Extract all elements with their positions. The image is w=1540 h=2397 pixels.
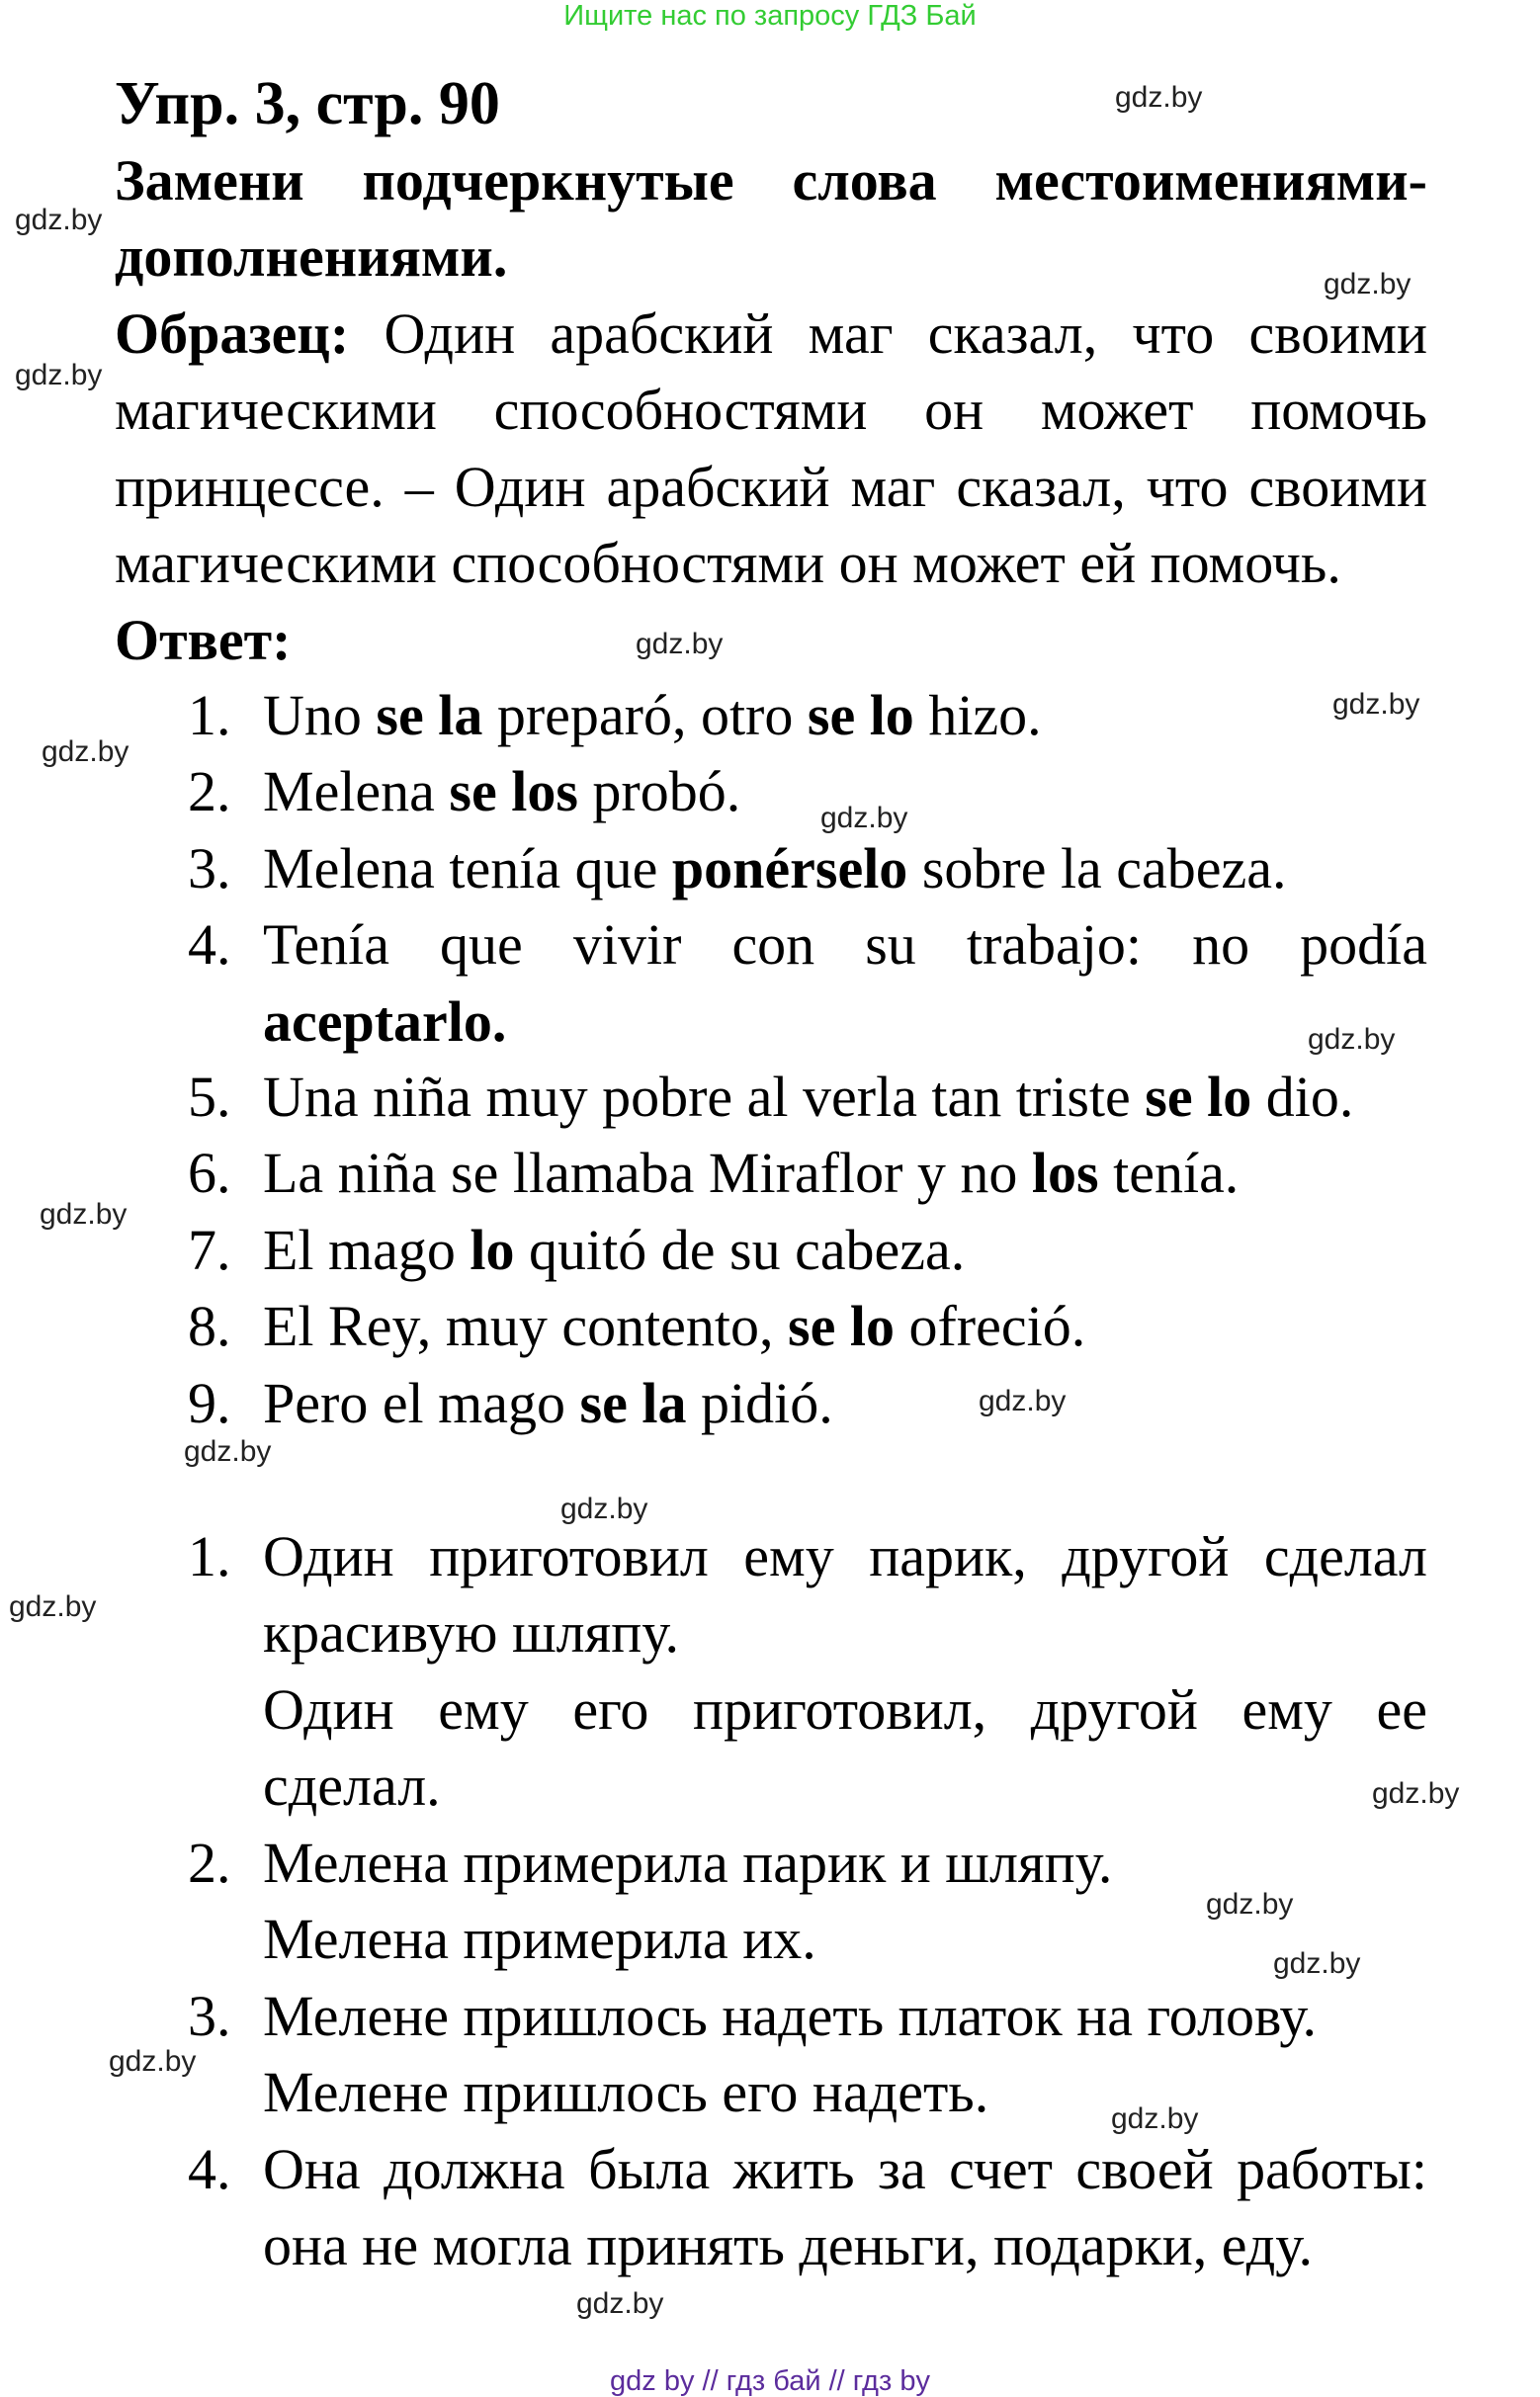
watermark-text: gdz.by	[15, 204, 103, 236]
text: pidió.	[686, 1371, 833, 1435]
text: Один приготовил ему парик, другой сделал	[263, 1524, 1427, 1588]
text-line	[115, 610, 291, 671]
text-line	[263, 1833, 1112, 1894]
bottom-banner[interactable]: gdz by // гдз бай // гдз by	[610, 2365, 930, 2397]
bold-text: Ответ:	[115, 608, 292, 672]
text: сделал.	[263, 1754, 441, 1818]
text: Uno	[263, 683, 377, 747]
text: tenía.	[1098, 1141, 1240, 1205]
text-line	[263, 1526, 1427, 1587]
text: El mago	[263, 1218, 471, 1282]
watermark-text: gdz.by	[15, 359, 103, 391]
watermark-text: gdz.by	[636, 628, 724, 660]
text: preparó, otro	[482, 683, 808, 747]
watermark-text: gdz.by	[576, 2287, 664, 2320]
watermark-text: gdz.by	[42, 735, 129, 768]
text-line	[263, 1067, 1353, 1128]
item-number: 5.	[188, 1065, 231, 1129]
text-line	[263, 685, 1042, 746]
bold-text: Замени подчеркнутые слова местоимениями-	[115, 148, 1427, 213]
watermark-text: gdz.by	[1273, 1947, 1361, 1980]
text-line	[263, 1986, 1317, 2047]
watermark-text: gdz.by	[1111, 2102, 1199, 2135]
item-number: 6.	[188, 1141, 231, 1205]
watermark-text: gdz.by	[1332, 688, 1420, 721]
bold-text: se la	[579, 1371, 687, 1435]
text: Pero el mago	[263, 1371, 580, 1435]
item-number: 4.	[188, 2137, 231, 2201]
text-line	[263, 2215, 1313, 2276]
bold-text: se lo	[807, 683, 914, 747]
watermark-text: gdz.by	[979, 1385, 1067, 1417]
item-number: 1.	[188, 683, 231, 747]
item-number: 2.	[188, 759, 231, 823]
text: ofreció.	[894, 1294, 1086, 1358]
item-number: 7.	[188, 1218, 231, 1282]
text: магическими способностями он может помочь	[115, 378, 1427, 442]
item-number: 3.	[188, 836, 231, 900]
text: принцессе. – Один арабский маг сказал, что своими	[115, 455, 1427, 519]
text-line	[263, 914, 1427, 976]
watermark-text: gdz.by	[1308, 1023, 1396, 1056]
text: Мелене пришлось надеть платок на голову.	[263, 1984, 1318, 2048]
item-number: 1.	[188, 1524, 231, 1588]
text-line	[263, 2062, 988, 2123]
bold-text: se los	[449, 759, 578, 823]
item-number: 4.	[188, 912, 231, 977]
text: магическими способностями он может ей помочь.	[115, 531, 1341, 595]
text-line	[115, 150, 1427, 212]
text: La niña se llamaba Miraflor y no	[263, 1141, 1032, 1205]
text-line	[263, 991, 506, 1053]
text: sobre la cabeza.	[907, 836, 1287, 900]
item-number: 9.	[188, 1371, 231, 1435]
text: Один ему его приготовил, другой ему ее	[263, 1677, 1427, 1742]
bold-text: aceptarlo.	[263, 989, 507, 1054]
text: Мелена примерила их.	[263, 1907, 816, 1971]
top-banner[interactable]: Ищите нас по запросу ГДЗ Бай	[563, 0, 977, 32]
text-line	[263, 1679, 1427, 1741]
text: probó.	[577, 759, 741, 823]
bold-text: se lo	[788, 1294, 895, 1358]
watermark-text: gdz.by	[184, 1435, 272, 1468]
watermark-text: gdz.by	[1324, 268, 1412, 300]
bold-text: дополнениями.	[115, 224, 508, 289]
text-line	[263, 1143, 1239, 1204]
bold-text: Упр. 3, стр. 90	[115, 70, 500, 137]
text: она не могла принять деньги, подарки, еду.	[263, 2213, 1313, 2277]
bold-text: Образец:	[115, 301, 385, 366]
text-line	[115, 533, 1341, 594]
text-line	[263, 761, 740, 822]
text: Melena	[263, 759, 450, 823]
bold-text: se la	[376, 683, 483, 747]
text-line	[263, 1602, 679, 1664]
watermark-text: gdz.by	[560, 1493, 648, 1525]
text-line	[263, 1909, 816, 1970]
text-line	[263, 1220, 965, 1281]
text: Tenía que vivir con su trabajo: no podía	[263, 912, 1427, 977]
text-line	[115, 226, 507, 288]
watermark-text: gdz.by	[1372, 1777, 1460, 1810]
watermark-text: gdz.by	[1206, 1888, 1294, 1921]
text-line	[263, 2139, 1427, 2200]
text: Мелене пришлось его надеть.	[263, 2060, 989, 2124]
text: Melena tenía que	[263, 836, 672, 900]
text-line	[263, 1755, 441, 1817]
watermark-text: gdz.by	[820, 802, 908, 834]
item-number: 3.	[188, 1984, 231, 2048]
text-line	[115, 380, 1427, 441]
text-line	[263, 1373, 833, 1434]
item-number: 2.	[188, 1831, 231, 1895]
page-title	[115, 70, 500, 137]
text: Una niña muy pobre al verla tan triste	[263, 1065, 1146, 1129]
text-line	[115, 457, 1427, 518]
text: dio.	[1251, 1065, 1354, 1129]
text: hizo.	[913, 683, 1042, 747]
text: El Rey, muy contento,	[263, 1294, 789, 1358]
text: Один арабский маг сказал, что своими	[384, 301, 1427, 366]
bold-text: lo	[470, 1218, 515, 1282]
bold-text: los	[1031, 1141, 1099, 1205]
text: красивую шляпу.	[263, 1600, 679, 1665]
text-line	[263, 838, 1287, 899]
watermark-text: gdz.by	[1115, 81, 1203, 114]
text: Она должна была жить за счет своей работы:	[263, 2137, 1427, 2201]
text: quitó de su cabeza.	[514, 1218, 966, 1282]
watermark-text: gdz.by	[109, 2045, 197, 2078]
watermark-text: gdz.by	[40, 1198, 128, 1231]
item-number: 8.	[188, 1294, 231, 1358]
bold-text: se lo	[1145, 1065, 1252, 1129]
text-line	[115, 303, 1427, 365]
bold-text: ponérselo	[671, 836, 908, 900]
text-line	[263, 1296, 1085, 1357]
text: Мелена примерила парик и шляпу.	[263, 1831, 1113, 1895]
watermark-text: gdz.by	[9, 1590, 97, 1623]
